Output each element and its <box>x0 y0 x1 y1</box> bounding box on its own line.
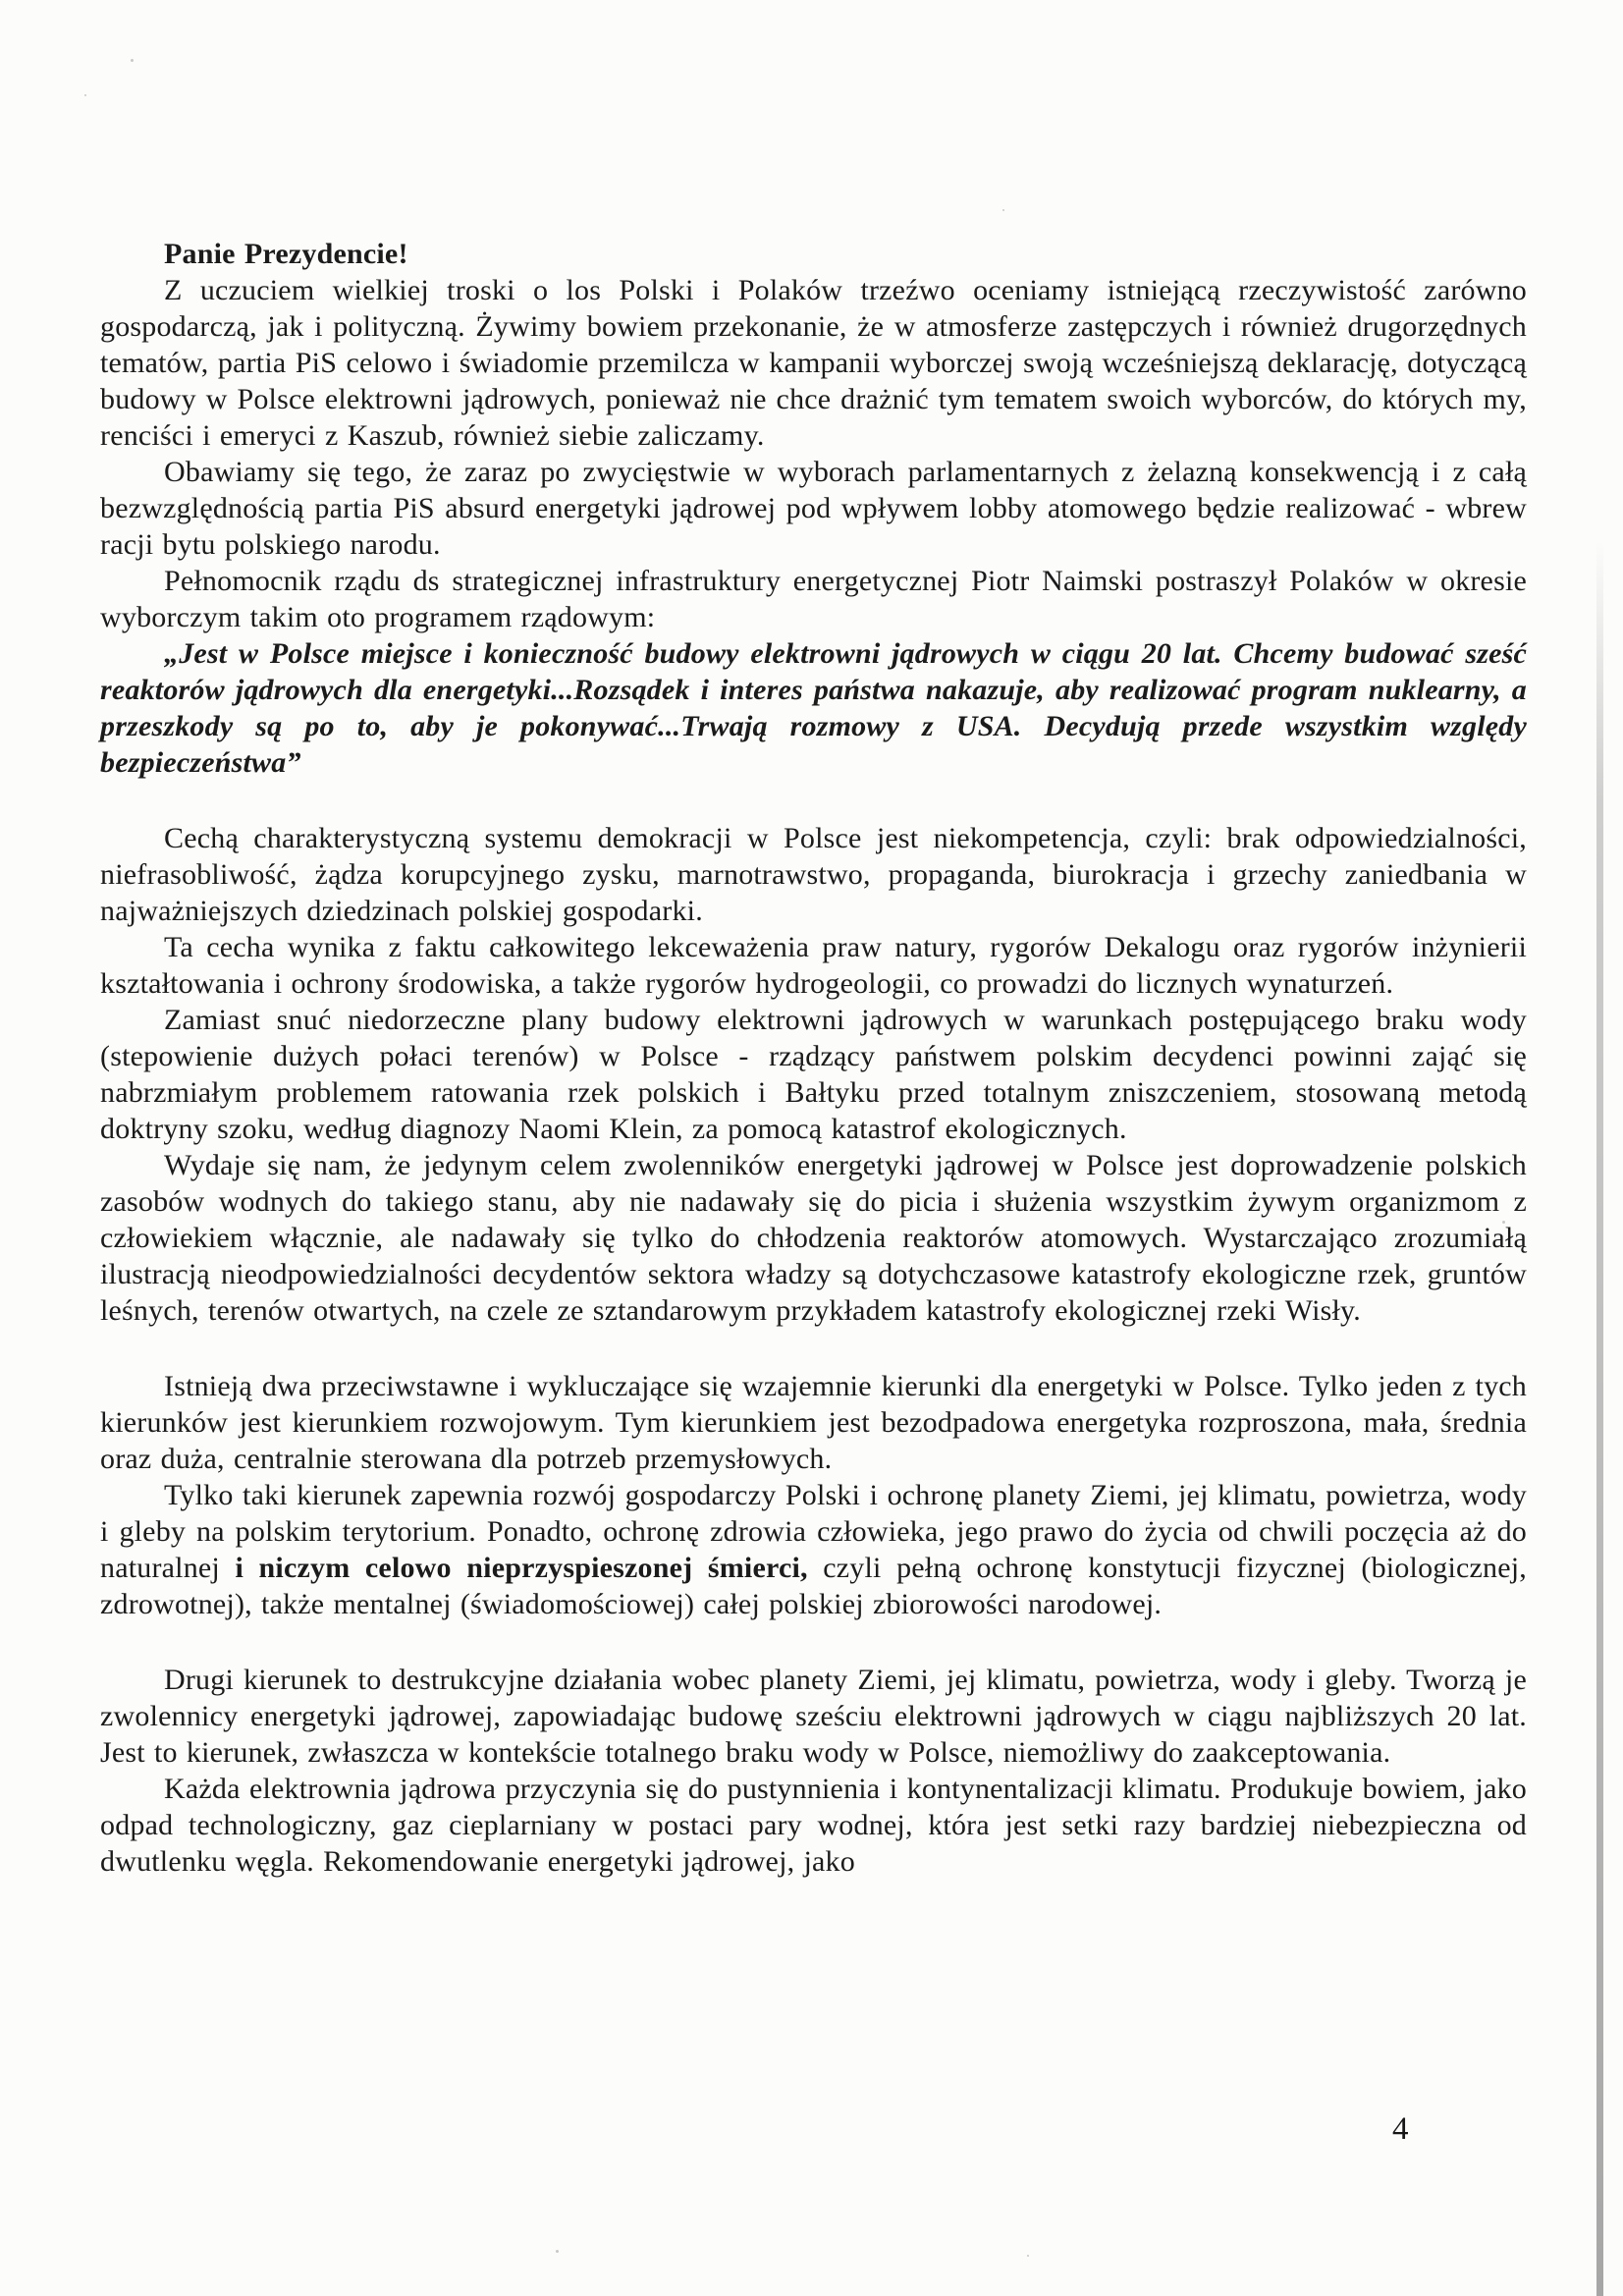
scan-speckle <box>131 59 134 62</box>
letter-body <box>100 236 1527 1880</box>
paragraph-fears: Obawiamy się tego, że zaraz po zwycięstwie w wyborach parlamentarnych z żelazną konsekwencją i z całą bezwzględnością partia PiS absurd energetyki jądrowej pod wpływem lobby atomowego będzie realizować - wbrew racji bytu polskiego narodu. <box>100 456 1527 561</box>
paragraph-desertification: Każda elektrownia jądrowa przyczynia się do pustynnienia i kontynentalizacji klimatu. Produkuje bowiem, jako odpad technologiczny, gaz cieplarniany w postaci pary wodnej, która jest setki razy bardziej niebezpieczna od dwutlenku węgla. Rekomendowanie energetyki jądrowej, jako <box>100 1773 1527 1878</box>
paragraph-development-direction-text-after: czyli pełną ochronę konstytucji fizycznej (biologicznej, zdrowotnej), także mentalnej (świadomościowej) całej polskiej zbiorowości narodowej. <box>100 1552 1527 1620</box>
salutation-heading: Panie Prezydencie! <box>164 238 408 270</box>
paragraph-destructive-direction: Drugi kierunek to destrukcyjne działania wobec planety Ziemi, jej klimatu, powietrza, wody i gleby. Tworzą je zwolennicy energetyki jądrowej, zapowiadając budowę sześciu elektrowni jądrowych w ciągu najbliższych 20 lat. Jest to kierunek, zwłaszcza w kontekście totalnego braku wody w Polsce, niemożliwy do zaakceptowania. <box>100 1664 1527 1769</box>
paragraph-water-resources: Wydaje się nam, że jedynym celem zwolenników energetyki jądrowej w Polsce jest doprowadzenie polskich zasobów wodnych do takiego stanu, aby nie nadawały się do picia i służenia wszystkim żywym organizmom z człowiekiem włącznie, ale nadawały się tylko do chłodzenia reaktorów atomowych. Wystarczająco zrozumiałą ilustracją nieodpowiedzialności decydentów sektora władzy są dotychczasowe katastrofy ekologiczne rzek, gruntów leśnych, terenów otwartych, na czele ze sztandarowym przykładem katastrofy ekologicznej rzeki Wisły. <box>100 1149 1527 1327</box>
paragraph-plenipotentiary: Pełnomocnik rządu ds strategicznej infrastruktury energetycznej Piotr Naimski postraszył Polaków w okresie wyborczym takim oto programem rządowym: <box>100 565 1527 633</box>
paragraph-development-direction-bold-phrase: i niczym celowo nieprzyspieszonej śmierci, <box>235 1552 808 1584</box>
paragraph-intro: Z uczuciem wielkiej troski o los Polski i Polaków trzeźwo oceniamy istniejącą rzeczywistość zarówno gospodarczą, jak i polityczną. Żywimy bowiem przekonanie, że w atmosferze zastępczych i również drugorzędnych tematów, partia PiS celowo i świadomie przemilcza w kampanii wyborczej swoją wcześniejszą deklarację, dotyczącą budowy w Polsce elektrowni jądrowych, ponieważ nie chce drażnić tym tematem swoich wyborców, do których my, renciści i emeryci z Kaszub, również siebie zaliczamy. <box>100 274 1527 452</box>
page-number: 4 <box>1392 2111 1409 2147</box>
paragraph-two-directions: Istnieją dwa przeciwstawne i wykluczające się wzajemnie kierunki dla energetyki w Polsce. Tylko jeden z tych kierunków jest kierunkiem rozwojowym. Tym kierunkiem jest bezodpadowa energetyka rozproszona, mała, średnia oraz duża, centralnie sterowana dla potrzeb przemysłowych. <box>100 1370 1527 1475</box>
paragraph-government-program-quote: „Jest w Polsce miejsce i konieczność budowy elektrowni jądrowych w ciągu 20 lat. Chcemy budować sześć reaktorów jądrowych dla energetyki...Rozsądek i interes państwa nakazuje, aby realizować program nuklearny, a przeszkody są po to, aby je pokonywać...Trwają rozmowy z USA. Decydują przede wszystkim względy bezpieczeństwa” <box>100 637 1527 779</box>
paragraph-nature-laws: Ta cecha wynika z faktu całkowitego lekceważenia praw natury, rygorów Dekalogu oraz rygorów inżynierii kształtowania i ochrony środowiska, a także rygorów hydrogeologii, co prowadzi do licznych wynaturzeń. <box>100 931 1527 1000</box>
scan-speckle <box>84 94 86 96</box>
scan-speckle <box>1502 1221 1505 1224</box>
paragraph-democracy-flaws: Cechą charakterystyczną systemu demokracji w Polsce jest niekompetencja, czyli: brak odpowiedzialności, niefrasobliwość, żądza korupcyjnego zysku, marnotrawstwo, propaganda, biurokracja i grzechy zaniedbania w najważniejszych dziedzinach polskiej gospodarki. <box>100 822 1527 927</box>
scan-speckle <box>1027 2255 1029 2257</box>
paragraph-water-shortage: Zamiast snuć niedorzeczne plany budowy elektrowni jądrowych w warunkach postępującego braku wody (stepowienie dużych połaci terenów) w Polsce - rządzący państwem polskim decydenci powinni zająć się nabrzmiałym problemem ratowania rzek polskich i Bałtyku przed totalnym zniszczeniem, stosowaną metodą doktryny szoku, według diagnozy Naomi Klein, za pomocą katastrof ekologicznych. <box>100 1004 1527 1145</box>
scan-artifact-line <box>1596 540 1603 2296</box>
scan-speckle <box>1002 209 1004 211</box>
scan-speckle <box>556 2250 559 2253</box>
paragraph-development-direction-text-before: Tylko taki kierunek zapewnia rozwój gospodarczy Polski i ochronę planety Ziemi, jej klimatu, powietrza, wody i gleby na polskim terytorium. Ponadto, ochronę zdrowia człowieka, jego prawo do życia od chwili poczęcia aż do naturalnej <box>100 1479 1527 1584</box>
paragraph-development-direction <box>100 1477 1527 1622</box>
